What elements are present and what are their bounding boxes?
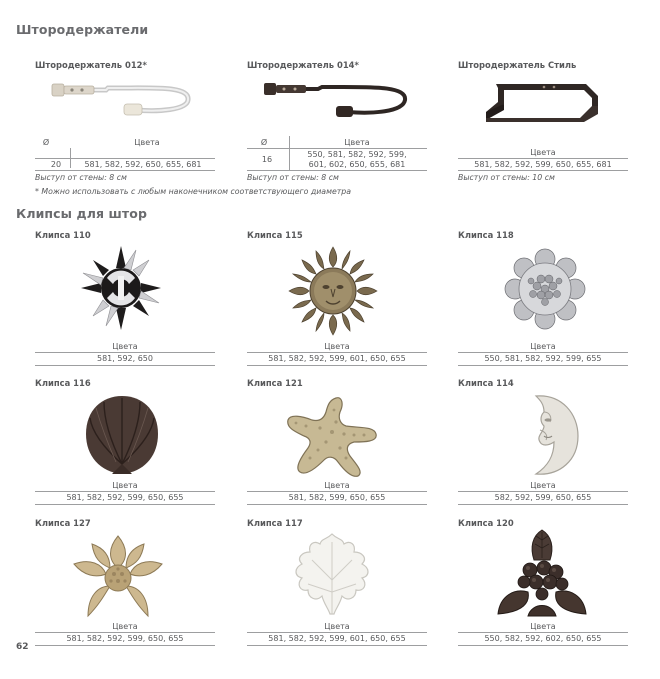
flower-silver-icon	[500, 244, 590, 334]
holder-012-colors-header: Цвета	[134, 138, 160, 147]
holder-012-diam: 20	[50, 160, 62, 169]
holder-014-diam-header: Ø	[260, 138, 268, 147]
holder-014-diam: 16	[261, 155, 273, 164]
holder-014-colors-line1: 550, 581, 582, 592, 599,	[307, 150, 407, 159]
seashell-icon	[82, 392, 162, 478]
clip-114-title: Клипса 114	[458, 378, 514, 388]
clip-121-colors-header: Цвета	[324, 481, 350, 490]
holder-style-colors: 581, 582, 592, 599, 650, 655, 681	[474, 160, 612, 169]
clip-116-colors: 581, 582, 592, 599, 650, 655	[66, 493, 184, 502]
clip-121-title: Клипса 121	[247, 378, 303, 388]
holder-012-title: Штородержатель 012*	[35, 60, 147, 70]
section-title-holders: Штородержатели	[16, 22, 149, 37]
clip-118-colors-header: Цвета	[530, 342, 556, 351]
holder-012-image	[48, 76, 198, 126]
clip-115-colors: 581, 582, 592, 599, 601, 650, 655	[268, 354, 406, 363]
footnote: * Можно использовать с любым наконечником соответствующего диаметра	[35, 187, 352, 196]
holder-style-note: Выступ от стены: 10 см	[458, 173, 555, 182]
clip-116-title: Клипса 116	[35, 378, 91, 388]
clip-127-colors: 581, 582, 592, 599, 650, 655	[66, 634, 184, 643]
clip-120-title: Клипса 120	[458, 518, 514, 528]
holder-014-note: Выступ от стены: 8 см	[247, 173, 339, 182]
clip-115-colors-header: Цвета	[324, 342, 350, 351]
clip-115-title: Клипса 115	[247, 230, 303, 240]
page-number: 62	[16, 642, 29, 652]
clip-120-colors: 550, 582, 592, 602, 650, 655	[484, 634, 602, 643]
sun-black-silver-icon	[78, 244, 164, 332]
holder-style-image	[484, 80, 604, 125]
clip-110-colors-header: Цвета	[112, 342, 138, 351]
holder-style-title: Штородержатель Стиль	[458, 60, 577, 70]
moon-icon	[510, 390, 580, 480]
clip-118-title: Клипса 118	[458, 230, 514, 240]
clip-117-colors-header: Цвета	[324, 622, 350, 631]
clip-127-colors-header: Цвета	[112, 622, 138, 631]
holder-012-colors: 581, 582, 592, 650, 655, 681	[84, 160, 202, 169]
clip-117-colors: 581, 582, 592, 599, 601, 650, 655	[268, 634, 406, 643]
clip-114-colors-header: Цвета	[530, 481, 556, 490]
section-title-clips: Клипсы для штор	[16, 206, 148, 221]
clip-116-colors-header: Цвета	[112, 481, 138, 490]
holder-012-diam-header: Ø	[42, 138, 50, 147]
holder-style-colors-header: Цвета	[530, 148, 556, 157]
leaf-white-icon	[290, 530, 374, 624]
holder-014-colors-header: Цвета	[344, 138, 370, 147]
flower-beige-icon	[68, 532, 168, 622]
holder-014-colors-line2: 601, 602, 650, 655, 681	[308, 160, 406, 169]
clip-121-colors: 581, 582, 599, 650, 655	[288, 493, 386, 502]
clip-110-colors: 581, 592, 650	[97, 354, 153, 363]
clip-118-colors: 550, 581, 582, 592, 599, 655	[484, 354, 602, 363]
grapes-leaf-icon	[494, 526, 590, 622]
holder-014-image	[262, 76, 412, 126]
clip-110-title: Клипса 110	[35, 230, 91, 240]
sun-bronze-icon	[288, 246, 378, 336]
holder-012-note: Выступ от стены: 8 см	[35, 173, 127, 182]
clip-114-colors: 582, 592, 599, 650, 655	[494, 493, 592, 502]
clip-120-colors-header: Цвета	[530, 622, 556, 631]
clip-127-title: Клипса 127	[35, 518, 91, 528]
clip-117-title: Клипса 117	[247, 518, 303, 528]
holder-014-title: Штородержатель 014*	[247, 60, 359, 70]
starfish-icon	[284, 392, 380, 478]
